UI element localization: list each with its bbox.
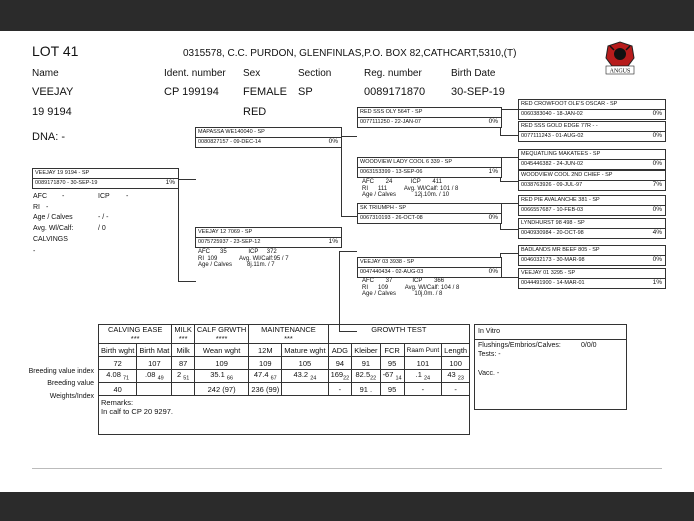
table-cell: 94 [328, 357, 352, 370]
column-header: Birth Mat [137, 344, 172, 357]
table-cell: 2 $_{51}$ [172, 370, 195, 383]
pedigree-name: VEEJAY 12 7069 - SP [198, 229, 253, 235]
flushings-label: Flushings/Embrios/Calves: [478, 342, 561, 349]
animal-avg-label: Avg. Wl/Calf: [33, 225, 74, 232]
pedigree-g3[interactable] [518, 245, 666, 266]
remarks-label: Remarks: [101, 398, 134, 407]
pedigree-pct: 0% [652, 256, 662, 263]
growth-table [98, 324, 470, 435]
remarks-text: In calf to CP 20 9297. [101, 407, 173, 416]
ident-short: 19 9194 [32, 106, 72, 118]
stat-label: AFC [362, 278, 374, 284]
sd-stats [362, 179, 458, 199]
pedigree-pct: 0% [328, 138, 338, 145]
stat-value: 411 [432, 179, 442, 185]
label-sex: Sex [243, 68, 261, 79]
table-cell: 4.08 $_{71}$ [99, 370, 137, 383]
pedigree-reg: 0040930984 - 20-OCT-98 [521, 230, 584, 236]
pedigree-pct: 0% [652, 206, 662, 213]
pedigree-pct: 1% [165, 179, 175, 186]
pedigree-reg: 0060383040 - 18-JAN-02 [521, 111, 583, 117]
stat-label: ICP [248, 249, 259, 255]
pedigree-name: RED SSS GOLD EDGE 77R - - [521, 123, 598, 129]
pedigree-g3[interactable] [518, 218, 666, 239]
divider [196, 237, 341, 238]
stat-value: 372 [266, 249, 277, 255]
pedigree-g3[interactable] [518, 99, 666, 120]
connector [500, 203, 518, 204]
stat-value: 10j.0m. / 8 [414, 291, 443, 297]
stat-value: 8j.11m. / 7 [247, 262, 275, 268]
table-cell: 35.1 $_{66}$ [194, 370, 248, 383]
calvings-value: - [33, 248, 36, 255]
stat-value: Avg. Wl/Calf: 104 / 8 [404, 284, 460, 291]
calvings-label: CALVINGS [33, 236, 68, 243]
group-header: GROWTH TEST [328, 325, 470, 344]
pedigree-ds[interactable] [357, 203, 502, 224]
pedigree-g3[interactable] [518, 121, 666, 142]
pedigree-dam[interactable] [195, 227, 342, 248]
label-birth: Birth Date [451, 68, 496, 79]
breed-society-logo [600, 40, 640, 76]
divider [475, 339, 626, 340]
stat-value: 37 [385, 278, 393, 284]
pedigree-pct: 0% [652, 110, 662, 117]
table-cell: 43 $_{23}$ [442, 370, 470, 383]
animal-name: VEEJAY [32, 86, 74, 98]
divider [519, 131, 665, 132]
table-cell: 91 [352, 357, 380, 370]
connector [341, 216, 357, 217]
row-label: Breeding value index [28, 368, 94, 375]
pedigree-pct: 1% [652, 279, 662, 286]
divider [519, 278, 665, 279]
divider [358, 267, 501, 268]
animal-age: - / - [98, 214, 109, 221]
pedigree-g3[interactable] [518, 195, 666, 216]
animal-avg: / 0 [98, 225, 106, 232]
pedigree-sire[interactable] [195, 127, 342, 148]
row-label: Breeding value [47, 380, 94, 387]
column-header: Kleiber [352, 344, 380, 357]
remarks-cell [99, 396, 470, 435]
pedigree-name: RED PIE AVALANCHE 381 - SP [521, 197, 600, 203]
label-name: Name [32, 68, 59, 79]
pedigree-pct: 1% [488, 168, 498, 175]
column-header: FCR [380, 344, 404, 357]
animal-ri-label: RI [33, 204, 40, 211]
pedigree-pct: 0% [652, 132, 662, 139]
pedigree-g3[interactable] [518, 268, 666, 289]
connector [500, 135, 518, 136]
table-cell: 40 [99, 383, 137, 396]
pedigree-reg: 0075725937 - 23-SEP-12 [198, 239, 261, 245]
in-vitro-title: In Vitro [478, 328, 501, 335]
dna-value: DNA: - [32, 131, 65, 143]
connector [500, 157, 518, 158]
pedigree-reg: 0063153399 - 13-SEP-06 [360, 169, 423, 175]
pedigree-animal[interactable] [32, 168, 179, 189]
divider [358, 117, 501, 118]
table-cell: 87 [172, 357, 195, 370]
footer-rule [32, 468, 662, 469]
animal-afc: - [62, 193, 65, 200]
in-vitro-panel [474, 324, 627, 410]
connector [339, 251, 340, 331]
table-cell: - [328, 383, 352, 396]
stat-label: RI [362, 185, 368, 192]
reg-number: 0089171870 [364, 86, 426, 98]
stat-value: Avg. Wl/Calf:95 / 7 [239, 255, 289, 262]
pedigree-name: VEEJAY 03 3938 - SP [360, 259, 415, 265]
color-value: RED [243, 106, 267, 118]
table-cell: 100 [442, 357, 470, 370]
pedigree-reg: 0080827157 - 09-DEC-14 [198, 139, 261, 145]
connector [339, 251, 357, 252]
divider [519, 205, 665, 206]
table-cell: 95 [380, 383, 404, 396]
connector [500, 277, 518, 278]
table-cell: 105 [282, 357, 328, 370]
table-cell: 242 (97) [194, 383, 248, 396]
row-label: Weights/Index [49, 393, 94, 400]
table-cell: .1 $_{24}$ [404, 370, 442, 383]
pedigree-name: RED SSS OLY 564T - SP [360, 109, 423, 115]
vacc-value: Vacc. - [478, 370, 500, 377]
divider [196, 137, 341, 138]
column-header: 12M [249, 344, 282, 357]
pedigree-reg: 0089171870 - 30-SEP-19 [35, 180, 98, 186]
table-cell [137, 383, 172, 396]
connector [178, 179, 196, 180]
table-cell: .08 $_{49}$ [137, 370, 172, 383]
connector [500, 181, 518, 182]
group-header: MILK *** [172, 325, 195, 344]
pedigree-reg: 0067310193 - 26-OCT-08 [360, 215, 423, 221]
pedigree-pct: 1% [328, 238, 338, 245]
pedigree-name: MAPASSA WE140040 - SP [198, 129, 265, 135]
connector [500, 253, 518, 254]
pedigree-name: SK TRIUMPH - SP [360, 205, 407, 211]
stat-value: 366 [434, 278, 445, 284]
connector [178, 179, 179, 281]
pedigree-reg: 0038763926 - 09-JUL-97 [521, 182, 583, 188]
table-cell: - [404, 383, 442, 396]
tests-value: Tests: - [478, 351, 501, 358]
pedigree-reg: 0066557687 - 10-FEB-03 [521, 207, 584, 213]
pedigree-name: WOODVIEW LADY COOL 6 339 - SP [360, 159, 452, 165]
stat-value: Avg. Wl/Calf: 101 / 8 [403, 185, 459, 192]
pedigree-reg: 0077111250 - 22-JAN-07 [360, 119, 421, 125]
dd-stats [362, 278, 459, 298]
animal-ri: - [46, 204, 49, 211]
column-header: Birth wght [99, 344, 137, 357]
divider [519, 255, 665, 256]
pedigree-name: VEEJAY 19 9194 - SP [35, 170, 90, 176]
table-cell: 72 [99, 357, 137, 370]
column-header: Mature wght [282, 344, 328, 357]
pedigree-pct: 0% [488, 118, 498, 125]
stat-value: 24 [385, 179, 393, 185]
divider [358, 213, 501, 214]
group-header: MAINTENANCE *** [249, 325, 328, 344]
table-cell: 109 [249, 357, 282, 370]
pedigree-pct: 0% [652, 160, 662, 167]
divider [33, 178, 178, 179]
pedigree-name: RED CROWFOOT OLE'S OSCAR - SP [521, 101, 618, 107]
table-cell: 95 [380, 357, 404, 370]
stat-value: 109 [378, 284, 389, 291]
pedigree-name: WOODVIEW COOL 2ND CHIEF - SP [521, 172, 613, 178]
pedigree-sd[interactable] [357, 157, 502, 178]
stat-label: RI [198, 255, 204, 262]
pedigree-name: BADLANDS MR BEEF 805 - SP [521, 247, 600, 253]
animal-icp: - [126, 193, 129, 200]
pedigree-pct: 0% [488, 214, 498, 221]
stat-label: Age / Calves [362, 192, 397, 198]
pedigree-reg: 0044491900 - 14-MAR-01 [521, 280, 585, 286]
table-cell: - [442, 383, 470, 396]
pedigree-ss[interactable] [357, 107, 502, 128]
connector [500, 229, 518, 230]
label-ident: Ident. number [164, 68, 226, 79]
divider [358, 167, 501, 168]
pedigree-pct: 7% [652, 181, 662, 188]
pedigree-pct: 0% [488, 268, 498, 275]
animal-afc-label: AFC [33, 193, 47, 200]
connector [178, 281, 196, 282]
stat-label: Age / Calves [362, 291, 397, 297]
table-cell [282, 383, 328, 396]
animal-icp-label: ICP [98, 193, 110, 200]
divider [519, 159, 665, 160]
connector [341, 136, 357, 137]
sex-value: FEMALE [243, 86, 288, 98]
column-header: Milk [172, 344, 195, 357]
table-cell: 107 [137, 357, 172, 370]
flushings-value: 0/0/0 [581, 342, 597, 349]
table-cell: $82.5_{22}$ [352, 370, 380, 383]
table-cell: 47.4 $_{67}$ [249, 370, 282, 383]
pedigree-reg: 0047440434 - 02-AUG-03 [360, 269, 424, 275]
stat-label: ICP [410, 179, 421, 185]
table-cell: $169_{22}$ [328, 370, 352, 383]
table-cell [172, 383, 195, 396]
label-section: Section [298, 68, 332, 79]
pedigree-reg: 0046032173 - 30-MAR-98 [521, 257, 585, 263]
divider [519, 180, 665, 181]
divider [519, 228, 665, 229]
ident-number: CP 199194 [164, 86, 219, 98]
group-header: CALVING EASE *** [99, 325, 172, 344]
section-value: SP [298, 86, 313, 98]
pedigree-name: MEQUATLING MAKATEES - SP [521, 151, 601, 157]
column-header: Length [442, 344, 470, 357]
connector [341, 136, 342, 216]
pedigree-pct: 4% [652, 229, 662, 236]
stat-label: RI [362, 284, 368, 291]
document-page [0, 31, 694, 492]
stat-value: 111 [378, 185, 388, 192]
stat-value: 109 [207, 255, 218, 262]
stat-label: ICP [412, 278, 423, 284]
pedigree-reg: 0045446382 - 24-JUN-02 [521, 161, 584, 167]
animal-age-label: Age / Calves [33, 214, 73, 221]
table-cell: -67 $_{14}$ [380, 370, 404, 383]
pedigree-dd[interactable] [357, 257, 502, 278]
birth-date: 30-SEP-19 [451, 86, 505, 98]
breeder-info: 0315578, C.C. PURDON, GLENFINLAS,P.O. BOX 82,CATHCART,5310,(T) [183, 48, 517, 59]
group-header: CALF GRWTH **** [194, 325, 248, 344]
logo-text: ANGUS [609, 68, 631, 75]
stat-value: 12j.10m. / 10 [414, 192, 450, 198]
column-header: ADG [328, 344, 352, 357]
table-cell: 91 . [352, 383, 380, 396]
stat-label: AFC [362, 179, 374, 185]
connector [500, 109, 518, 110]
pedigree-g3[interactable] [518, 170, 666, 191]
lot-number: LOT 41 [32, 43, 79, 59]
pedigree-reg: 0077111243 - 01-AUG-02 [521, 133, 584, 139]
pedigree-g3[interactable] [518, 149, 666, 170]
pedigree-name: VEEJAY 01 3295 - SP [521, 270, 576, 276]
table-cell: 236 (99) [249, 383, 282, 396]
pedigree-name: LYNDHURST 98 498 - SP [521, 220, 585, 226]
column-header: Wean wght [194, 344, 248, 357]
table-cell: 109 [194, 357, 248, 370]
dam-stats [198, 249, 289, 269]
column-header: Raam Punt [404, 344, 442, 357]
stat-label: AFC [198, 249, 210, 255]
table-cell: 43.2 $_{24}$ [282, 370, 328, 383]
table-cell: 101 [404, 357, 442, 370]
stat-label: Age / Calves [198, 262, 233, 268]
divider [519, 109, 665, 110]
stat-value: 35 [220, 249, 227, 255]
label-reg: Reg. number [364, 68, 422, 79]
